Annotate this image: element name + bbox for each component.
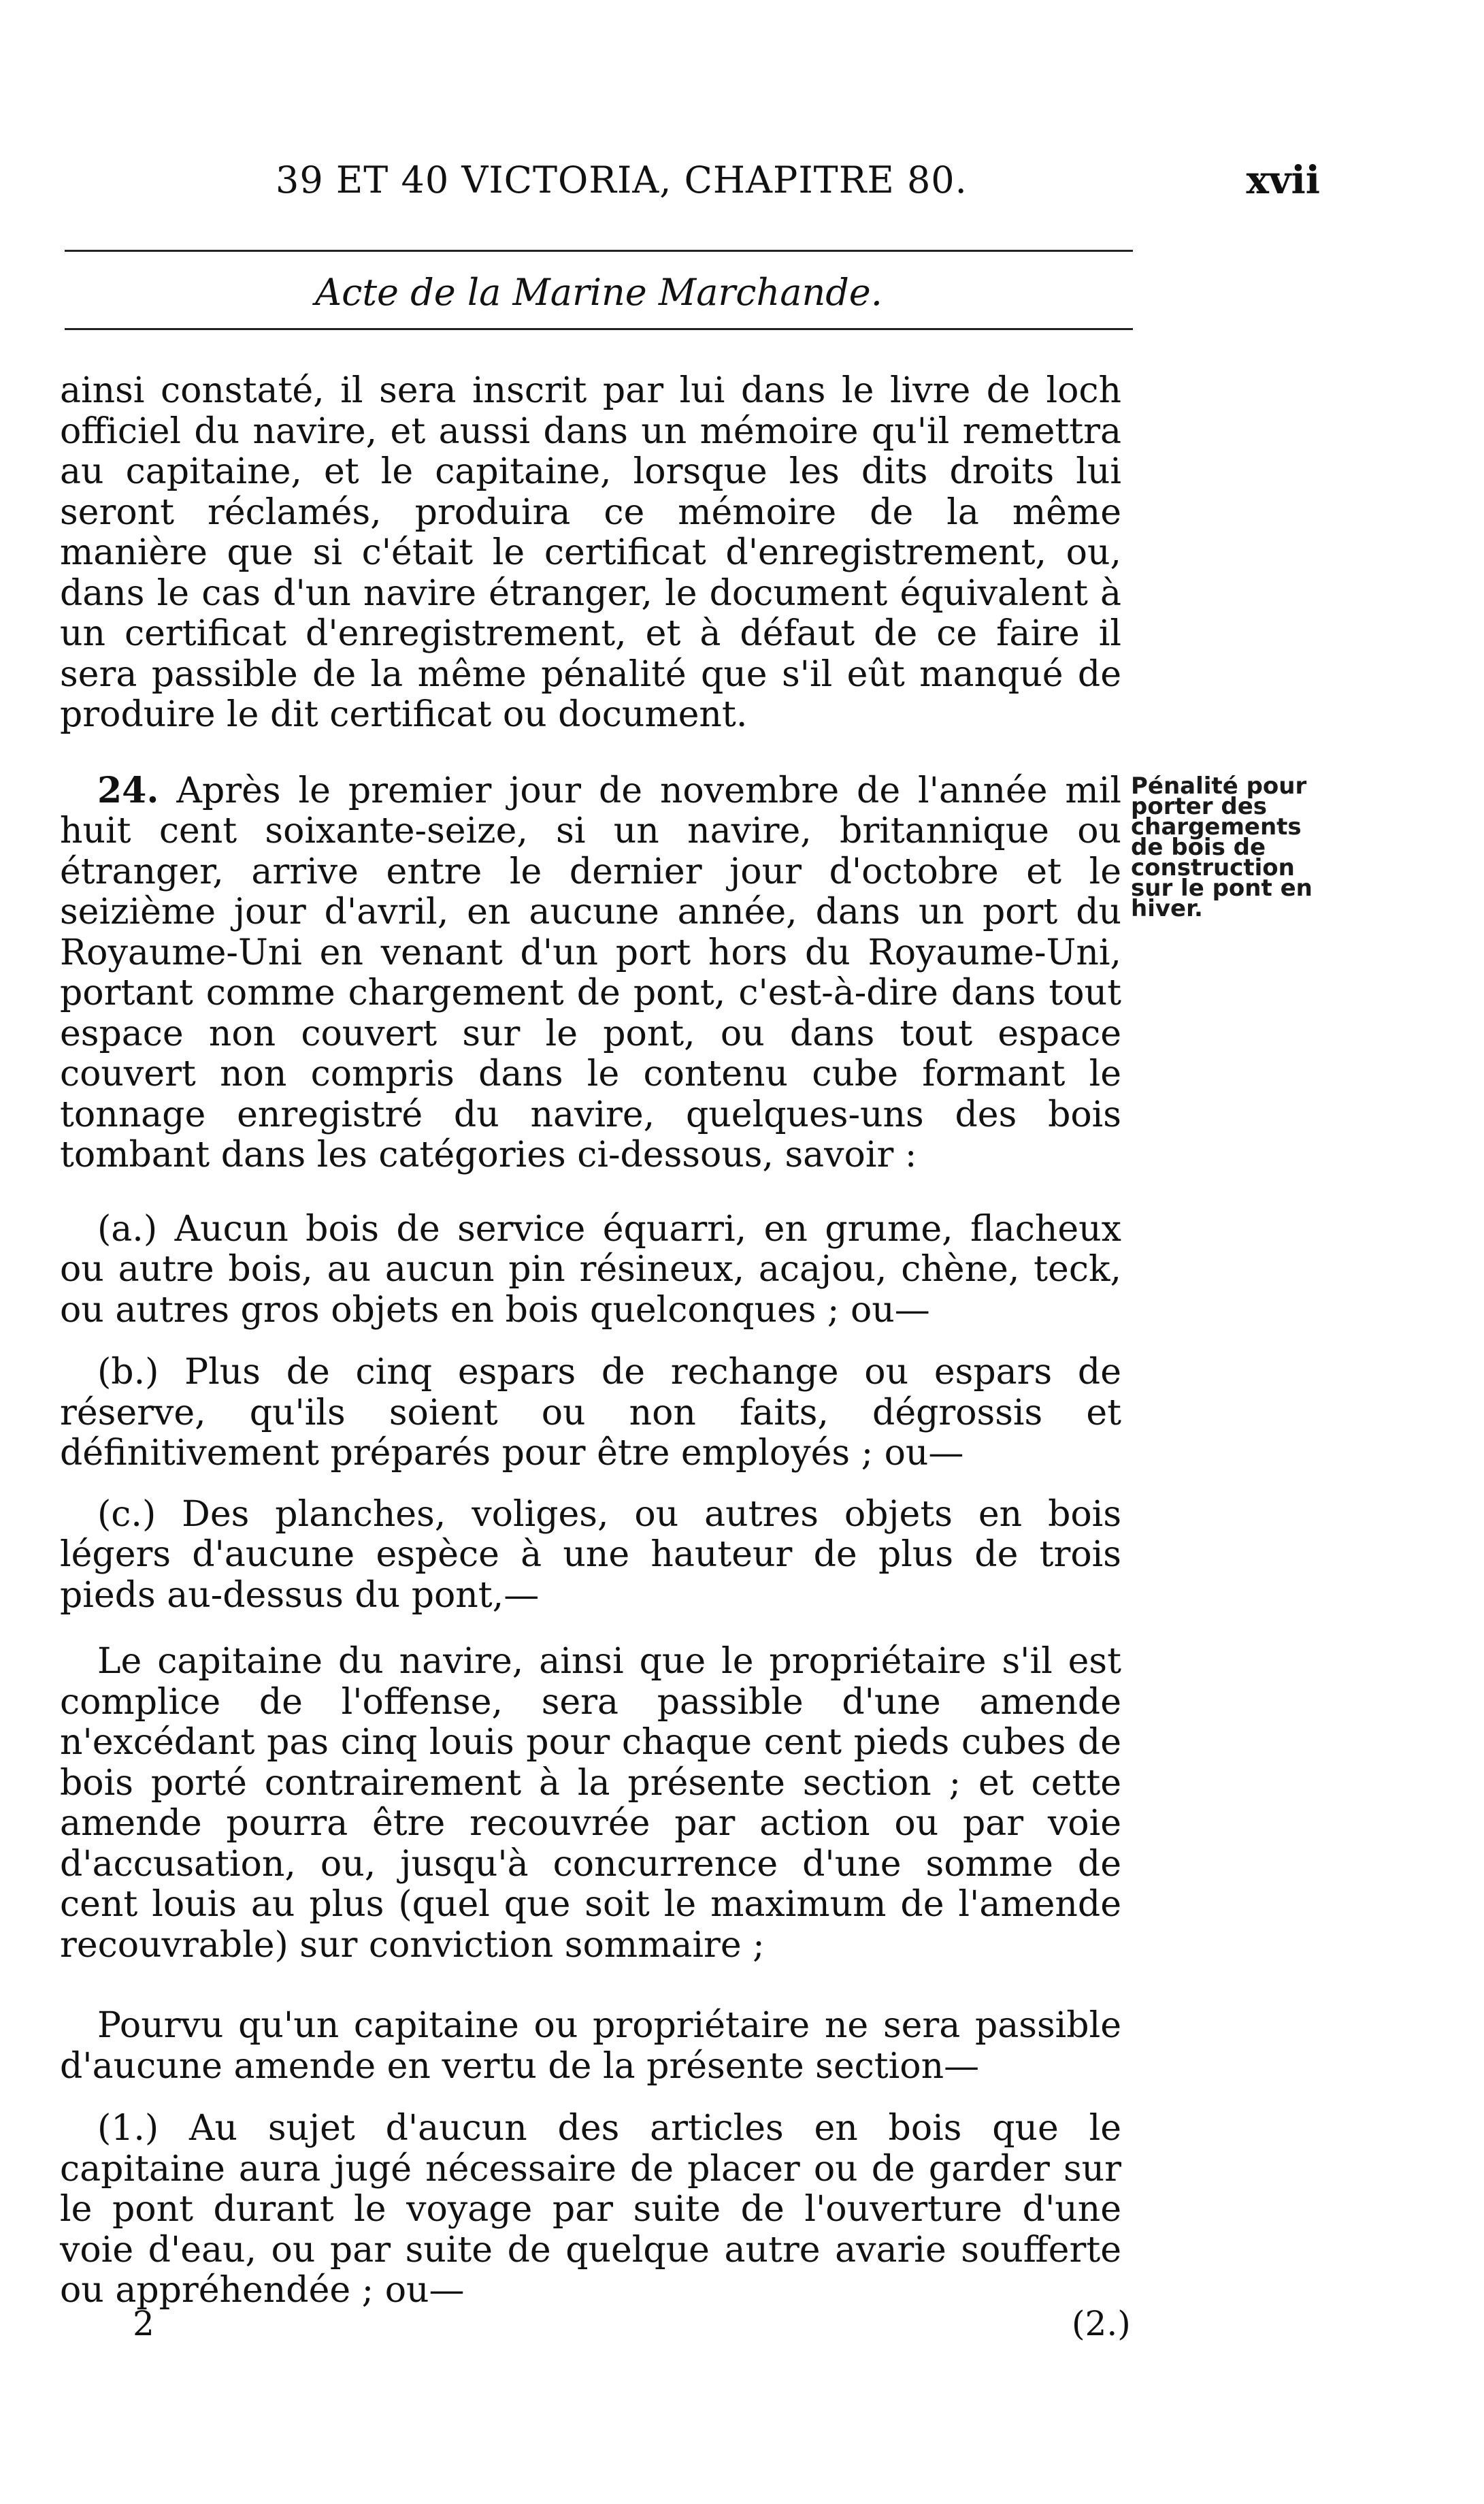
section-24-text: Après le premier jour de novembre de l'année mil huit cent soixante-seize, si un navire, britannique ou étranger, arrive entre le dernier jour d'octobre et le seizième jour d'avril, en aucune année, dans un port du Royaume-Uni en venant d'un port hors du Royaume-Uni, portant comme chargement de pont, c'est-à-dire dans tout espace non couvert sur le pont, ou dans tout espace couvert non compris dans le contenu cube formant le tonnage enregistré du navire, quelques-uns des bois tombant dans les catégories ci-dessous, savoir :	[60, 770, 1121, 1175]
running-subtitle: Acte de la Marine Marchande.	[315, 271, 883, 314]
proviso-paragraph: Pourvu qu'un capitaine ou propriétaire ne sera passible d'aucune amende en vertu de la présente section—	[60, 2005, 1121, 2087]
item-1: (1.) Au sujet d'aucun des articles en bois que le capitaine aura jugé nécessaire de placer ou de garder sur le pont durant le voyage par suite de l'ouverture d'une voie d'eau, ou par suite de quelque autre avarie soufferte ou appréhendée ; ou—	[60, 2108, 1121, 2311]
header-rule	[65, 250, 1133, 252]
running-title: 39 ET 40 VICTORIA, CHAPITRE 80.	[276, 159, 968, 201]
subheader-rule	[65, 328, 1133, 330]
catchword: (2.)	[1072, 2304, 1131, 2343]
item-b: (b.) Plus de cinq espars de rechange ou espars de réserve, qu'ils soient ou non faits, dégrossis et définitivement préparés pour être employés ; ou—	[60, 1352, 1121, 1474]
main-text	[60, 371, 1121, 2311]
page-number: xvii	[1246, 158, 1320, 203]
marginal-note: Pénalité pour porter des chargements de bois de construction sur le pont en hiver.	[1131, 773, 1313, 922]
penalty-paragraph: Le capitaine du navire, ainsi que le propriétaire s'il est complice de l'offense, sera passible d'une amende n'excédant pas cinq louis pour chaque cent pieds cubes de bois porté contrairement à la présente section ; et cette amende pourra être recouvrée par action ou par voie d'accusation, ou, jusqu'à concurrence d'une somme de cent louis au plus (quel que soit le maximum de l'amende recouvrable) sur conviction sommaire ;	[60, 1641, 1121, 1966]
signature-mark: 2	[133, 2304, 154, 2343]
section-number: 24.	[97, 769, 159, 811]
continuation-paragraph: ainsi constaté, il sera inscrit par lui dans le livre de loch officiel du navire, et aussi dans un mémoire qu'il remettra au capitaine, et le capitaine, lorsque les dits droits lui seront réclamés, produira ce mémoire de la même manière que si c'était le certificat d'enregistrement, ou, dans le cas d'un navire étranger, le document équivalent à un certificat d'enregistrement, et à défaut de ce faire il sera passible de la même pénalité que s'il eût manqué de produire le dit certificat ou document.	[60, 370, 1121, 735]
item-a: (a.) Aucun bois de service équarri, en grume, flacheux ou autre bois, au aucun pin résineux, acajou, chène, teck, ou autres gros objets en bois quelconques ; ou—	[60, 1208, 1121, 1331]
section-24-paragraph	[60, 770, 1121, 1176]
item-c: (c.) Des planches, voliges, ou autres objets en bois légers d'aucune espèce à une hauteur de plus de trois pieds au-dessus du pont,—	[60, 1493, 1121, 1616]
page-header	[252, 153, 1320, 208]
